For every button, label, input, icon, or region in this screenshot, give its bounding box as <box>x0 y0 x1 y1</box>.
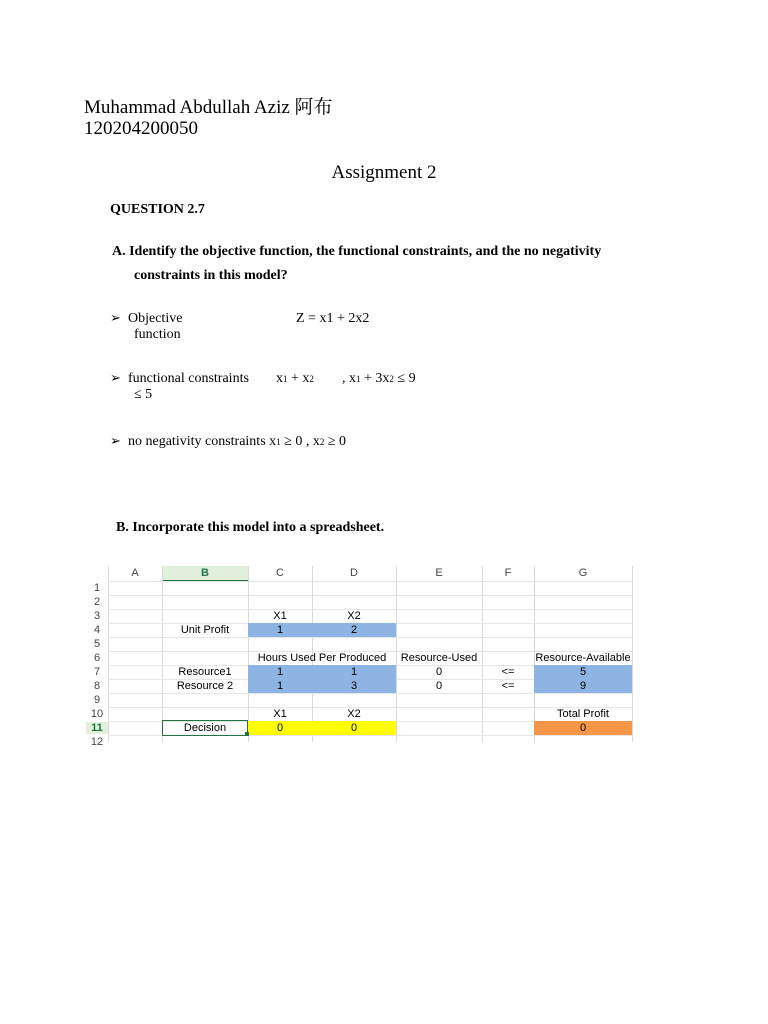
cell-b8[interactable]: Resource 2 <box>176 680 234 692</box>
cell-g10[interactable]: Total Profit <box>557 708 609 720</box>
cell-b4[interactable]: Unit Profit <box>180 624 230 636</box>
col-header-c[interactable]: C <box>276 567 284 579</box>
cell-c3[interactable]: X1 <box>273 610 287 622</box>
col-header-a[interactable]: A <box>131 567 139 579</box>
row-number[interactable]: 3 <box>93 610 101 622</box>
cell-c10[interactable]: X1 <box>273 708 287 720</box>
cell-e8[interactable]: 0 <box>435 680 443 692</box>
cell-c6[interactable]: Hours Used Per Produced <box>257 652 387 664</box>
cell-c8[interactable]: 1 <box>276 680 284 692</box>
functional-bullet <box>110 371 249 387</box>
row-number[interactable]: 1 <box>93 582 101 594</box>
row-number[interactable]: 8 <box>93 680 101 692</box>
objective-label: Objective <box>128 311 183 326</box>
cell-f7[interactable]: <= <box>501 666 515 678</box>
cell-c11[interactable]: 0 <box>276 722 284 734</box>
bullet-arrow-icon: ➢ <box>110 311 121 326</box>
cell-e6[interactable]: Resource-Used <box>400 652 478 664</box>
nonnegativity-bullet: ➢ no negativity constraints x1 ≥ 0 , x2 ≥ 0 <box>110 434 347 449</box>
row-number[interactable]: 2 <box>93 596 101 608</box>
cell-g7[interactable]: 5 <box>579 666 587 678</box>
student-id: 120204200050 <box>84 118 198 139</box>
col-header-e[interactable]: E <box>435 567 443 579</box>
objective-label-cont: function <box>134 327 181 342</box>
spreadsheet <box>86 566 634 748</box>
cell-b7[interactable]: Resource1 <box>178 666 232 678</box>
part-a-line-2: constraints in this model? <box>134 268 288 283</box>
functional-label: functional constraints <box>128 371 249 386</box>
row-number[interactable]: 4 <box>93 624 101 636</box>
row-number[interactable]: 9 <box>93 694 101 706</box>
row-number[interactable]: 5 <box>93 638 101 650</box>
cell-d11[interactable]: 0 <box>350 722 358 734</box>
col-header-d[interactable]: D <box>350 567 358 579</box>
constraint-2: , x1 + 3x2 ≤ 9 <box>342 371 416 386</box>
col-header-f[interactable]: F <box>504 567 512 579</box>
bullet-arrow-icon: ➢ <box>110 371 121 386</box>
cell-c7[interactable]: 1 <box>276 666 284 678</box>
cell-d4[interactable]: 2 <box>350 624 358 636</box>
part-a-line-1: A. Identify the objective function, the functional constraints, and the no negativity <box>112 244 602 259</box>
cell-f8[interactable]: <= <box>501 680 515 692</box>
cell-d7[interactable]: 1 <box>350 666 358 678</box>
cell-d8[interactable]: 3 <box>350 680 358 692</box>
question-label: QUESTION 2.7 <box>110 202 205 217</box>
cell-d3[interactable]: X2 <box>347 610 361 622</box>
row-number[interactable]: 12 <box>90 736 104 748</box>
cell-g8[interactable]: 9 <box>579 680 587 692</box>
cell-b11[interactable]: Decision <box>183 722 227 734</box>
row-number[interactable]: 6 <box>93 652 101 664</box>
constraint-1: x1 + x2 <box>276 371 314 386</box>
part-b-heading: B. Incorporate this model into a spreadsheet. <box>116 520 385 535</box>
document-title: Assignment 2 <box>331 162 437 183</box>
bullet-arrow-icon: ➢ <box>110 434 121 449</box>
author-name: Muhammad Abdullah Aziz 阿布 <box>84 97 333 118</box>
col-header-g[interactable]: G <box>578 567 588 579</box>
col-header-b[interactable]: B <box>201 567 209 579</box>
constraint-1-rhs: ≤ 5 <box>134 387 153 402</box>
cell-g11[interactable]: 0 <box>579 722 587 734</box>
cell-g6[interactable]: Resource-Available <box>535 652 631 664</box>
objective-expression: Z = x1 + 2x2 <box>296 311 370 326</box>
cell-e7[interactable]: 0 <box>435 666 443 678</box>
row-number[interactable]: 10 <box>90 708 104 720</box>
cell-d10[interactable]: X2 <box>347 708 361 720</box>
row-number[interactable]: 7 <box>93 666 101 678</box>
objective-bullet <box>110 311 182 327</box>
cell-c4[interactable]: 1 <box>276 624 284 636</box>
row-number-selected[interactable]: 11 <box>86 722 108 734</box>
